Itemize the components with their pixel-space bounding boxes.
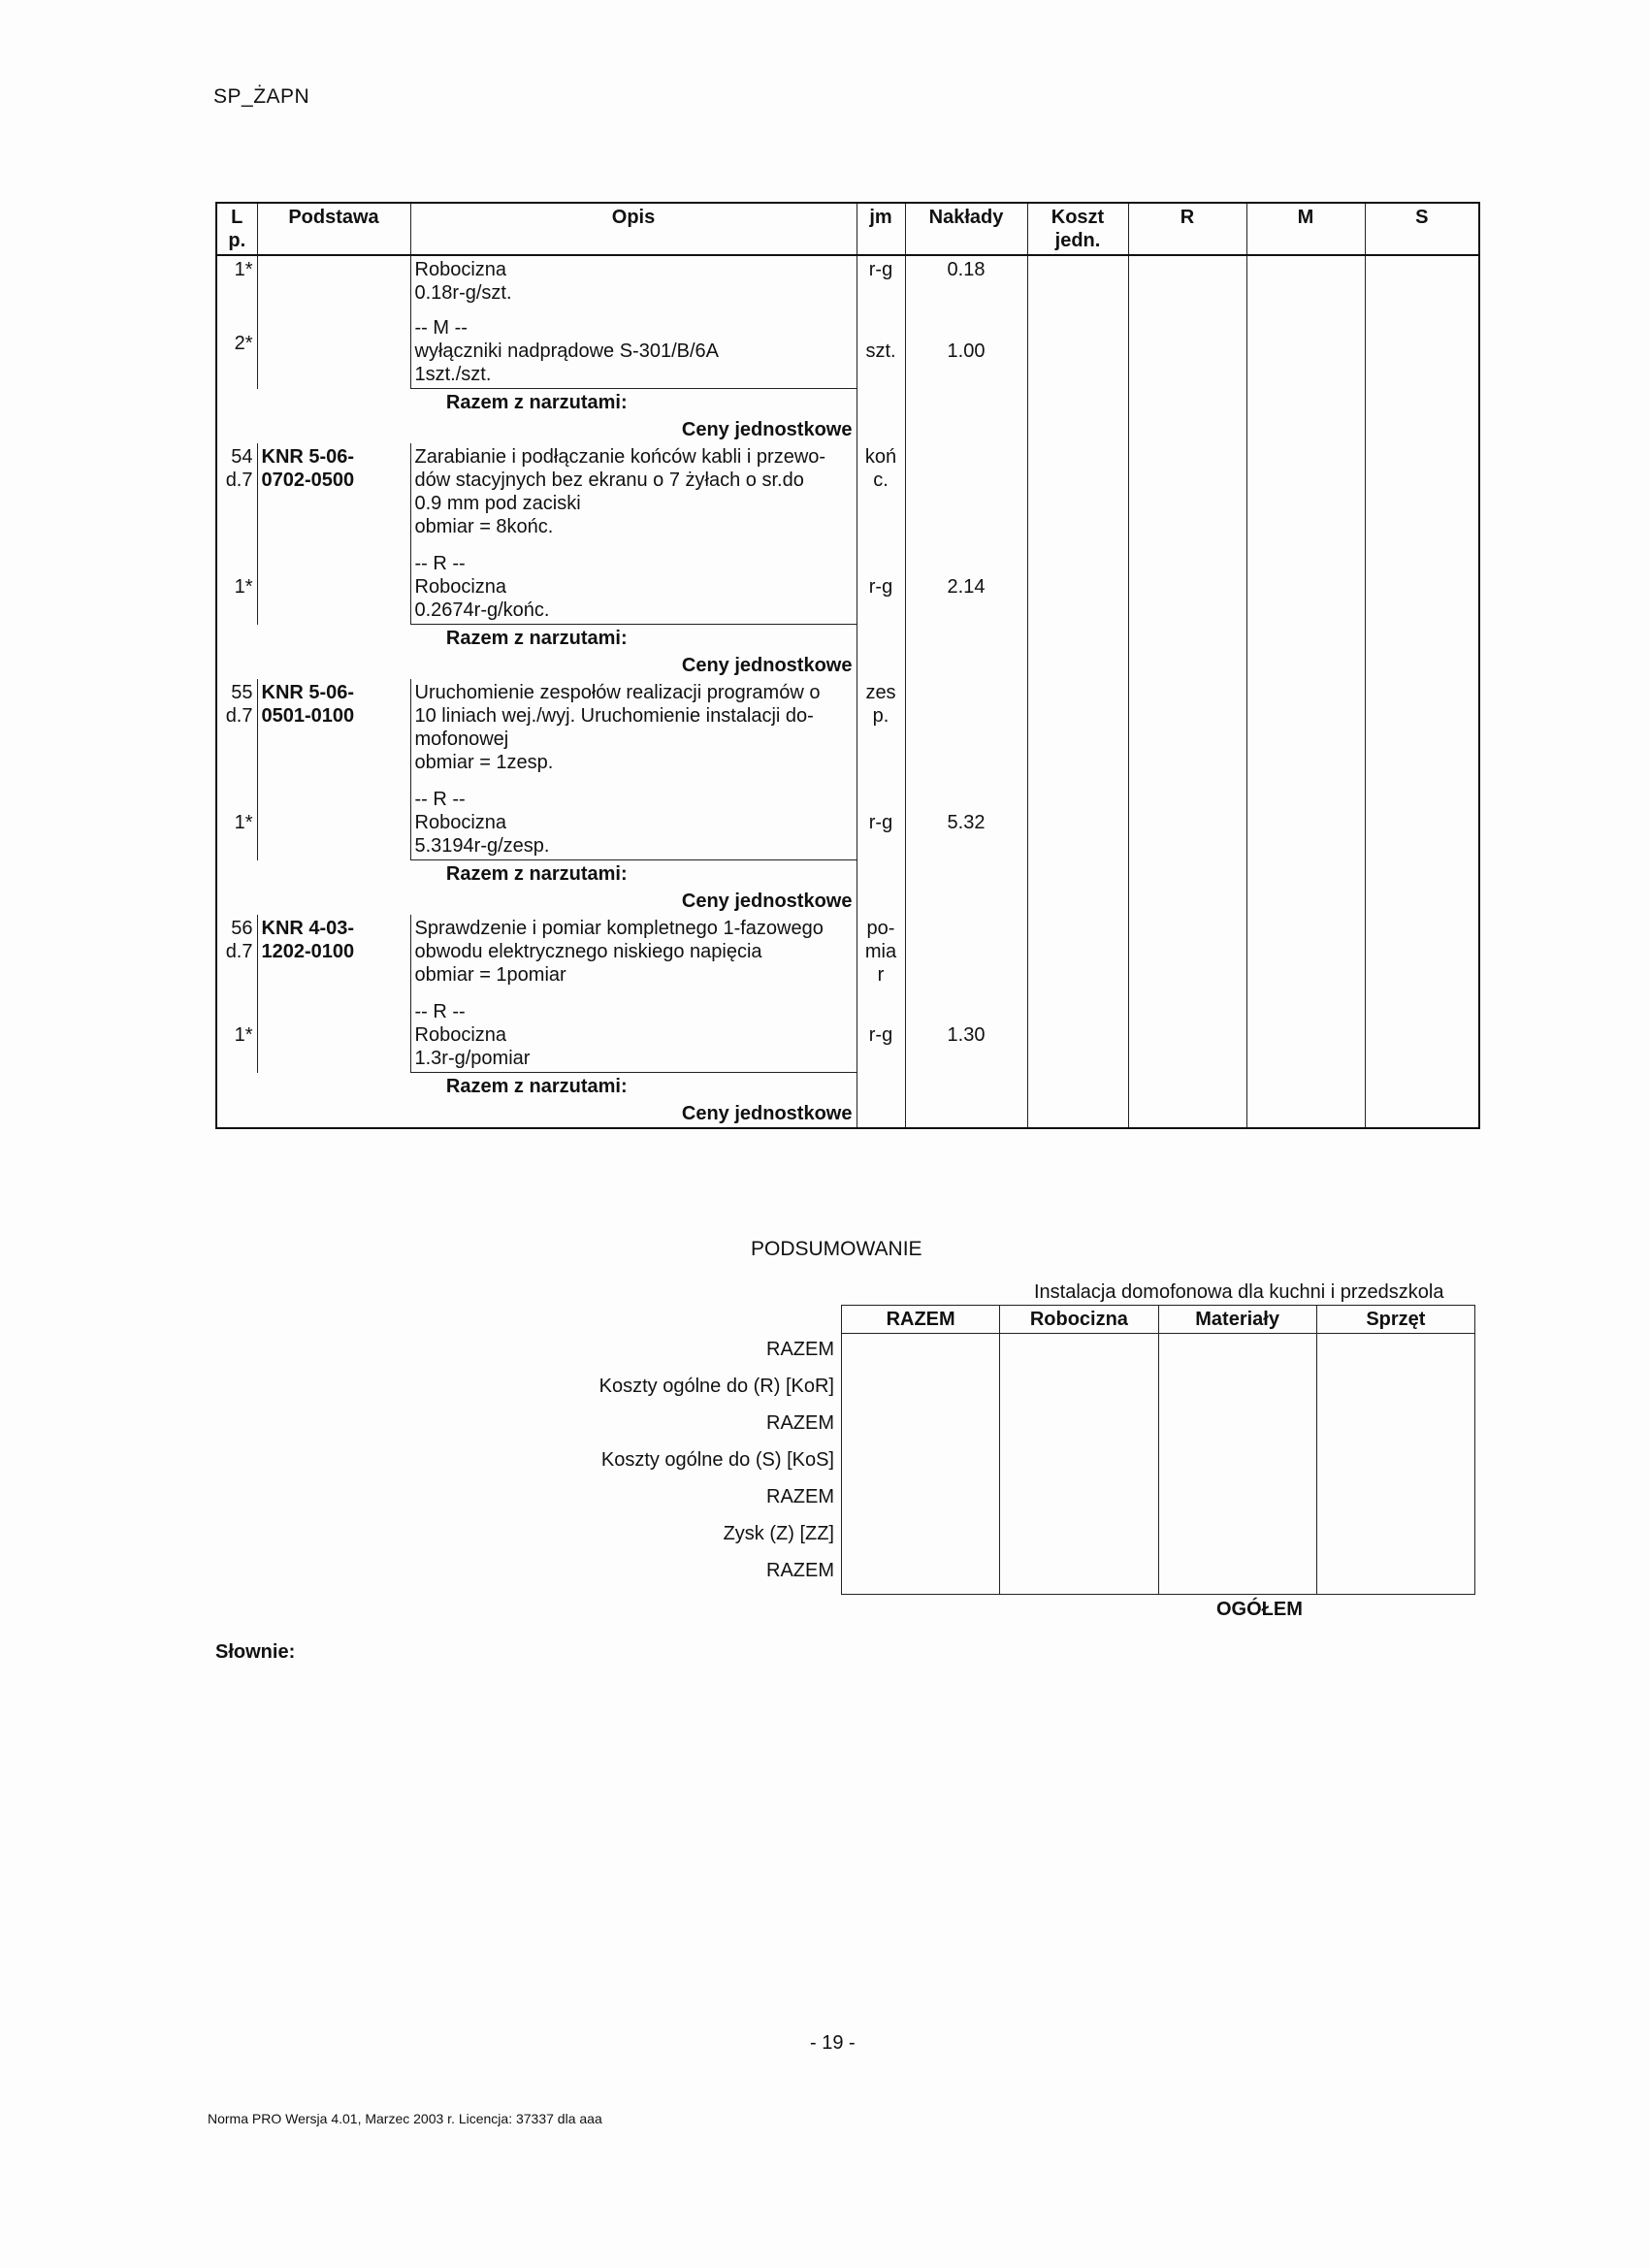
page-number: - 19 -: [810, 2032, 856, 2054]
footer-text: Norma PRO Wersja 4.01, Marzec 2003 r. Licencja: 37337 dla aaa: [208, 2111, 602, 2126]
position-opis: Zarabianie i podłączanie końców kabli i przewo- dów stacyjnych bez ekranu o 7 żyłach o sr.do 0.9 mm pod zaciski obmiar = 8końc.: [410, 443, 857, 540]
summary-col-razem: RAZEM: [842, 1306, 1000, 1334]
summary-header-row: [842, 1306, 1475, 1334]
row-opis: -- M -- wyłączniki nadprądowe S-301/B/6A 1szt./szt.: [410, 307, 857, 389]
row-lp: 1*: [216, 255, 257, 307]
row-naklady: 1.00: [905, 307, 1027, 389]
row-jm: r-g: [857, 988, 905, 1073]
table-row: [216, 540, 1479, 625]
razem-row: [216, 860, 1479, 889]
summary-label: RAZEM: [766, 1412, 834, 1434]
table-row: [216, 915, 1479, 988]
summary-label: Koszty ogólne do (R) [KoR]: [598, 1376, 834, 1397]
row-naklady: 1.30: [905, 988, 1027, 1073]
ceny-row: [216, 1100, 1479, 1128]
summary-label: RAZEM: [766, 1339, 834, 1360]
razem-row: [216, 389, 1479, 417]
ceny-label: Ceny jednostkowe: [216, 888, 857, 915]
row-opis: -- R -- Robocizna 1.3r-g/pomiar: [410, 988, 857, 1073]
ceny-row: [216, 888, 1479, 915]
razem-label: Razem z narzutami:: [216, 625, 857, 653]
summary-title: PODSUMOWANIE: [751, 1238, 922, 1260]
summary-col-materialy: Materiały: [1158, 1306, 1316, 1334]
summary-row-labels: [543, 1331, 840, 1589]
row-jm: szt.: [857, 307, 905, 389]
table-row: [216, 679, 1479, 776]
razem-label: Razem z narzutami:: [216, 1073, 857, 1101]
row-naklady: 5.32: [905, 776, 1027, 860]
row-opis: -- R -- Robocizna 5.3194r-g/zesp.: [410, 776, 857, 860]
col-header-m: M: [1246, 203, 1365, 255]
document-header: SP_ŻAPN: [213, 85, 310, 108]
position-podstawa: KNR 5-06- 0501-0100: [257, 679, 410, 776]
ogolem-label: OGÓŁEM: [1216, 1599, 1303, 1620]
col-header-r: R: [1128, 203, 1246, 255]
row-jm: r-g: [857, 255, 905, 307]
table-row: [216, 776, 1479, 860]
col-header-s: S: [1365, 203, 1479, 255]
ceny-row: [216, 416, 1479, 443]
col-header-podstawa: Podstawa: [257, 203, 410, 255]
ceny-label: Ceny jednostkowe: [216, 652, 857, 679]
row-lp: 1*: [216, 988, 257, 1073]
row-naklady: 0.18: [905, 255, 1027, 307]
col-header-naklady: Nakłady: [905, 203, 1027, 255]
position-lp: 55 d.7: [216, 679, 257, 776]
row-opis: Robocizna 0.18r-g/szt.: [410, 255, 857, 307]
table-row: [216, 443, 1479, 540]
row-jm: r-g: [857, 540, 905, 625]
summary-subtitle: Instalacja domofonowa dla kuchni i przedszkola: [1034, 1281, 1444, 1303]
row-lp: 1*: [216, 776, 257, 860]
summary-label: RAZEM: [766, 1486, 834, 1507]
row-lp: 2*: [216, 307, 257, 389]
row-jm: r-g: [857, 776, 905, 860]
col-header-koszt-jedn: Koszt jedn.: [1027, 203, 1128, 255]
summary-body-row: [842, 1334, 1475, 1595]
row-lp: 1*: [216, 540, 257, 625]
col-header-opis: Opis: [410, 203, 857, 255]
position-opis: Uruchomienie zespołów realizacji programów o 10 liniach wej./wyj. Uruchomienie instalacji do- mofonowej obmiar = 1zesp.: [410, 679, 857, 776]
position-lp: 54 d.7: [216, 443, 257, 540]
position-jm: po- mia r: [857, 915, 905, 988]
razem-row: [216, 625, 1479, 653]
ceny-label: Ceny jednostkowe: [216, 416, 857, 443]
summary-label: Koszty ogólne do (S) [KoS]: [600, 1449, 834, 1471]
position-podstawa: KNR 4-03- 1202-0100: [257, 915, 410, 988]
summary-table: [841, 1305, 1475, 1595]
position-jm: koń c.: [857, 443, 905, 540]
ceny-label: Ceny jednostkowe: [216, 1100, 857, 1128]
table-row: [216, 255, 1479, 307]
ceny-row: [216, 652, 1479, 679]
summary-label: Zysk (Z) [ZZ]: [723, 1523, 834, 1544]
slownie-label: Słownie:: [215, 1641, 296, 1663]
position-opis: Sprawdzenie i pomiar kompletnego 1-fazowego obwodu elektrycznego niskiego napięcia obmiar = 1pomiar: [410, 915, 857, 988]
col-header-lp: L p.: [216, 203, 257, 255]
table-row: [216, 988, 1479, 1073]
position-jm: zes p.: [857, 679, 905, 776]
razem-label: Razem z narzutami:: [216, 860, 857, 889]
row-naklady: 2.14: [905, 540, 1027, 625]
table-header-row: [216, 203, 1479, 255]
summary-label: RAZEM: [766, 1560, 834, 1581]
summary-col-robocizna: Robocizna: [1000, 1306, 1158, 1334]
position-podstawa: KNR 5-06- 0702-0500: [257, 443, 410, 540]
col-header-jm: jm: [857, 203, 905, 255]
summary-col-sprzet: Sprzęt: [1316, 1306, 1474, 1334]
table-row: [216, 307, 1479, 389]
cost-estimate-table: [215, 202, 1480, 1129]
razem-row: [216, 1073, 1479, 1101]
razem-label: Razem z narzutami:: [216, 389, 857, 417]
position-lp: 56 d.7: [216, 915, 257, 988]
row-opis: -- R -- Robocizna 0.2674r-g/końc.: [410, 540, 857, 625]
